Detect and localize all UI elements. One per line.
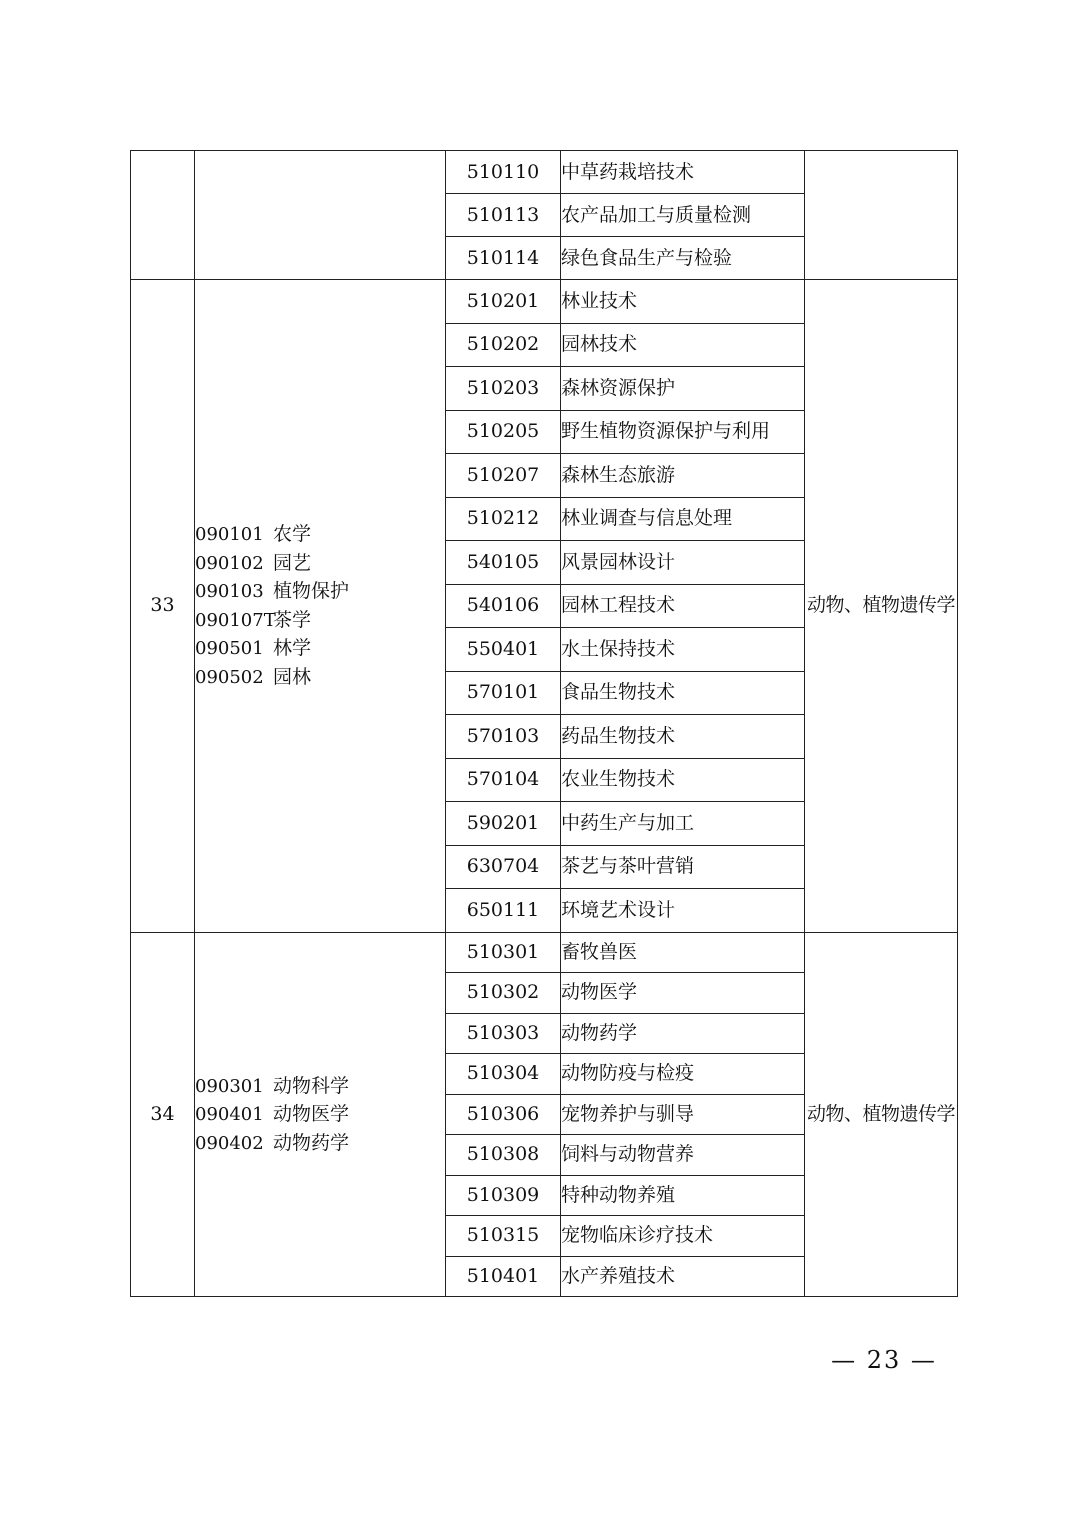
major-code: 090107T xyxy=(195,609,276,631)
vocational-major-name: 中草药栽培技术 xyxy=(561,151,805,194)
vocational-major-code: 510301 xyxy=(446,932,561,973)
vocational-major-name: 绿色食品生产与检验 xyxy=(561,237,805,280)
major-entry xyxy=(195,520,445,549)
major-code: 090101 xyxy=(195,524,264,546)
vocational-major-code: 630704 xyxy=(446,845,561,889)
vocational-major-code: 570103 xyxy=(446,715,561,759)
vocational-major-code: 510202 xyxy=(446,323,561,367)
table-row xyxy=(131,932,958,973)
major-entry xyxy=(195,1100,445,1129)
major-entry xyxy=(195,1129,445,1158)
vocational-major-code: 510401 xyxy=(446,1256,561,1297)
vocational-major-code: 550401 xyxy=(446,628,561,672)
major-entry xyxy=(195,1072,445,1101)
vocational-major-name: 园林工程技术 xyxy=(561,584,805,628)
table-row xyxy=(131,280,958,324)
vocational-major-name: 水产养殖技术 xyxy=(561,1256,805,1297)
vocational-major-name: 农产品加工与质量检测 xyxy=(561,194,805,237)
group-number xyxy=(131,151,195,280)
major-entry xyxy=(195,606,445,635)
page-number: — 23 — xyxy=(831,1346,937,1374)
major-name: 园艺 xyxy=(273,551,312,574)
vocational-major-code: 510308 xyxy=(446,1135,561,1176)
vocational-major-name: 动物医学 xyxy=(561,973,805,1014)
major-entry xyxy=(195,577,445,606)
vocational-major-code: 510303 xyxy=(446,1013,561,1054)
vocational-major-code: 510315 xyxy=(446,1216,561,1257)
vocational-major-name: 畜牧兽医 xyxy=(561,932,805,973)
major-name: 植物保护 xyxy=(273,580,350,603)
group-number: 34 xyxy=(131,932,195,1297)
vocational-major-name: 风景园林设计 xyxy=(561,541,805,585)
major-code: 090102 xyxy=(195,552,264,574)
vocational-major-code: 510302 xyxy=(446,973,561,1014)
vocational-major-name: 森林资源保护 xyxy=(561,367,805,411)
major-code: 090301 xyxy=(195,1075,264,1097)
vocational-major-name: 林业技术 xyxy=(561,280,805,324)
vocational-major-name: 茶艺与茶叶营销 xyxy=(561,845,805,889)
vocational-major-code: 510113 xyxy=(446,194,561,237)
vocational-major-name: 药品生物技术 xyxy=(561,715,805,759)
major-entry xyxy=(195,549,445,578)
undergraduate-majors xyxy=(195,932,446,1297)
vocational-major-name: 野生植物资源保护与利用 xyxy=(561,410,805,454)
vocational-major-name: 林业调查与信息处理 xyxy=(561,497,805,541)
vocational-major-name: 特种动物养殖 xyxy=(561,1175,805,1216)
vocational-major-name: 农业生物技术 xyxy=(561,758,805,802)
major-entry xyxy=(195,634,445,663)
vocational-major-code: 510110 xyxy=(446,151,561,194)
undergraduate-majors xyxy=(195,280,446,933)
major-code: 090501 xyxy=(195,638,264,660)
vocational-major-code: 510201 xyxy=(446,280,561,324)
vocational-major-code: 570104 xyxy=(446,758,561,802)
vocational-major-name: 食品生物技术 xyxy=(561,671,805,715)
exam-subject: 动物、植物遗传学 xyxy=(805,932,958,1297)
exam-subject: 动物、植物遗传学 xyxy=(805,280,958,933)
major-name: 茶学 xyxy=(273,608,312,631)
major-name: 动物医学 xyxy=(273,1103,350,1125)
exam-subject xyxy=(805,151,958,280)
vocational-major-name: 森林生态旅游 xyxy=(561,454,805,498)
vocational-major-name: 环境艺术设计 xyxy=(561,889,805,933)
major-name: 动物科学 xyxy=(273,1074,350,1097)
vocational-major-code: 570101 xyxy=(446,671,561,715)
undergraduate-majors xyxy=(195,151,446,280)
major-name: 农学 xyxy=(273,523,312,546)
major-name: 林学 xyxy=(273,637,312,660)
vocational-major-code: 510304 xyxy=(446,1054,561,1095)
vocational-major-name: 动物药学 xyxy=(561,1013,805,1054)
vocational-major-name: 宠物养护与驯导 xyxy=(561,1094,805,1135)
vocational-major-code: 540105 xyxy=(446,541,561,585)
vocational-major-code: 510212 xyxy=(446,497,561,541)
vocational-major-code: 510207 xyxy=(446,454,561,498)
vocational-major-code: 510306 xyxy=(446,1094,561,1135)
vocational-major-code: 510309 xyxy=(446,1175,561,1216)
vocational-major-name: 园林技术 xyxy=(561,323,805,367)
major-name: 动物药学 xyxy=(273,1131,350,1154)
vocational-major-code: 510205 xyxy=(446,410,561,454)
major-name: 园林 xyxy=(273,665,312,688)
major-code: 090502 xyxy=(195,666,264,688)
vocational-major-name: 水土保持技术 xyxy=(561,628,805,672)
group-number: 33 xyxy=(131,280,195,933)
vocational-major-code: 590201 xyxy=(446,802,561,846)
major-entry xyxy=(195,663,445,692)
vocational-major-name: 宠物临床诊疗技术 xyxy=(561,1216,805,1257)
vocational-major-name: 饲料与动物营养 xyxy=(561,1135,805,1176)
table-row xyxy=(131,151,958,194)
major-code: 090401 xyxy=(195,1104,264,1125)
major-correspondence-table xyxy=(130,150,958,1297)
major-code: 090402 xyxy=(195,1132,264,1154)
vocational-major-code: 510114 xyxy=(446,237,561,280)
vocational-major-code: 650111 xyxy=(446,889,561,933)
vocational-major-code: 540106 xyxy=(446,584,561,628)
major-code: 090103 xyxy=(195,581,264,603)
vocational-major-name: 动物防疫与检疫 xyxy=(561,1054,805,1095)
vocational-major-name: 中药生产与加工 xyxy=(561,802,805,846)
vocational-major-code: 510203 xyxy=(446,367,561,411)
